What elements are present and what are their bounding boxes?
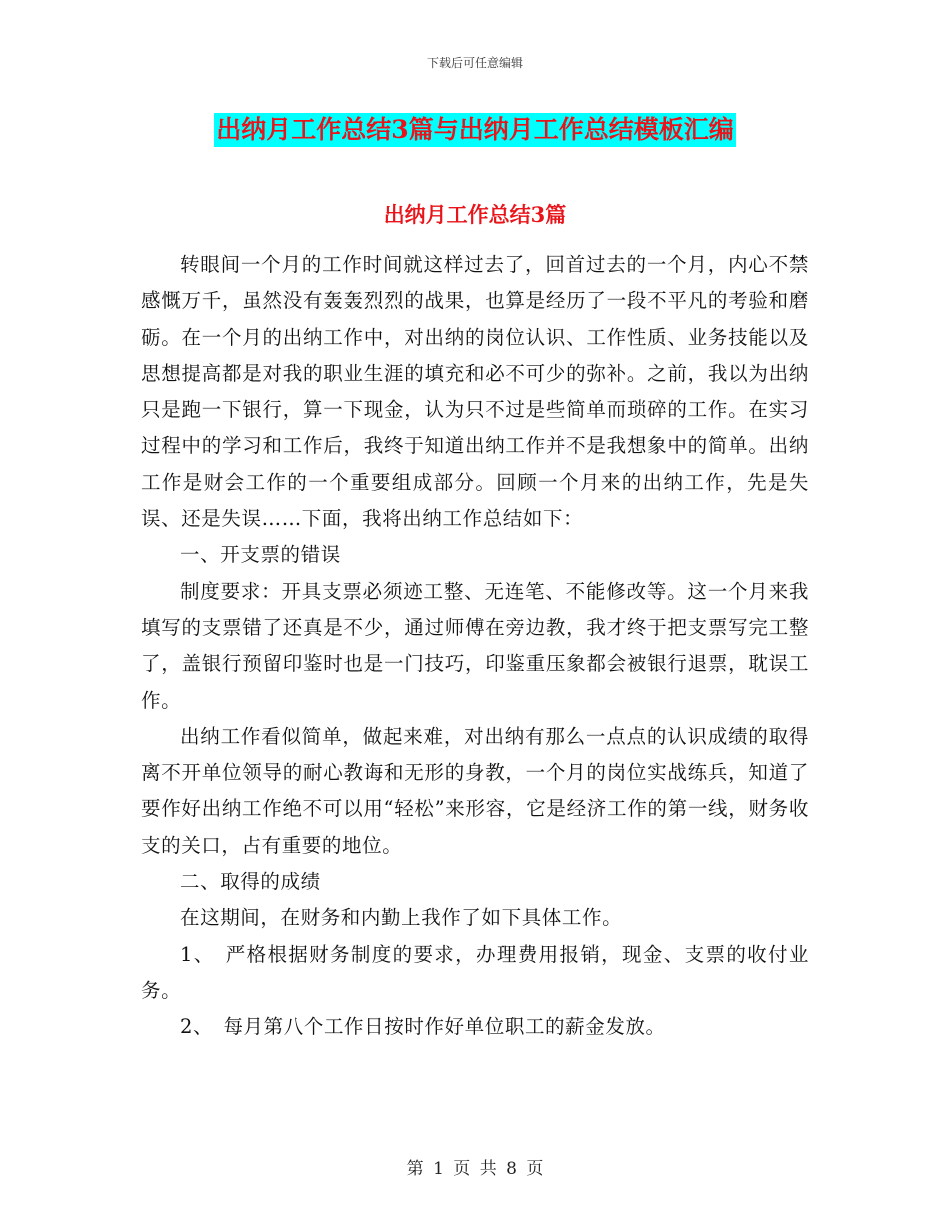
list-item: 2、 每月第八个工作日按时作好单位职工的薪金发放。 <box>180 1015 666 1039</box>
body-paragraph: 在这期间，在财务和内勤上我作了如下具体工作。 <box>180 906 623 930</box>
section-heading: 二、取得的成绩 <box>180 870 321 894</box>
main-title-container <box>0 113 950 147</box>
page-footer-number: 第 1 页 共 8 页 <box>406 1159 544 1179</box>
body-paragraph: 制度要求：开具支票必须迹工整、无连笔、不能修改等。这一个月来我填写的支票错了还真是不少，通过师傅在旁边教，我才终于把支票写完工整了，盖银行预留印鉴时也是一门技巧，印鉴重压象都会被银行退票，耽误工作。 <box>141 579 809 712</box>
section-heading: 一、开支票的错误 <box>180 543 341 567</box>
body-paragraph: 出纳工作看似简单，做起来难，对出纳有那么一点点的认识成绩的取得离不开单位领导的耐心教诲和无形的身教，一个月的岗位实战练兵，知道了要作好出纳工作绝不可以用“轻松”来形容，它是经济工作的第一线，财务收支的关口，占有重要的地位。 <box>141 724 809 857</box>
document-body <box>141 247 809 1046</box>
section-subtitle: 出纳月工作总结3篇 <box>383 202 567 227</box>
list-item: 1、 严格根据财务制度的要求，办理费用报销，现金、支票的收付业务。 <box>141 942 809 1002</box>
body-paragraph: 转眼间一个月的工作时间就这样过去了，回首过去的一个月，内心不禁感慨万千，虽然没有轰轰烈烈的战果，也算是经历了一段不平凡的考验和磨砺。在一个月的出纳工作中，对出纳的岗位认识、工作性质、业务技能以及思想提高都是对我的职业生涯的填充和必不可少的弥补。之前，我以为出纳只是跑一下银行，算一下现金，认为只不过是些简单而琐碎的工作。在实习过程中的学习和工作后，我终于知道出纳工作并不是我想象中的简单。出纳工作是财会工作的一个重要组成部分。回顾一个月来的出纳工作，先是失误、还是失误……下面，我将出纳工作总结如下： <box>141 253 809 531</box>
page-header-note: 下载后可任意编辑 <box>426 56 523 70</box>
document-title: 出纳月工作总结3篇与出纳月工作总结模板汇编 <box>214 113 735 147</box>
